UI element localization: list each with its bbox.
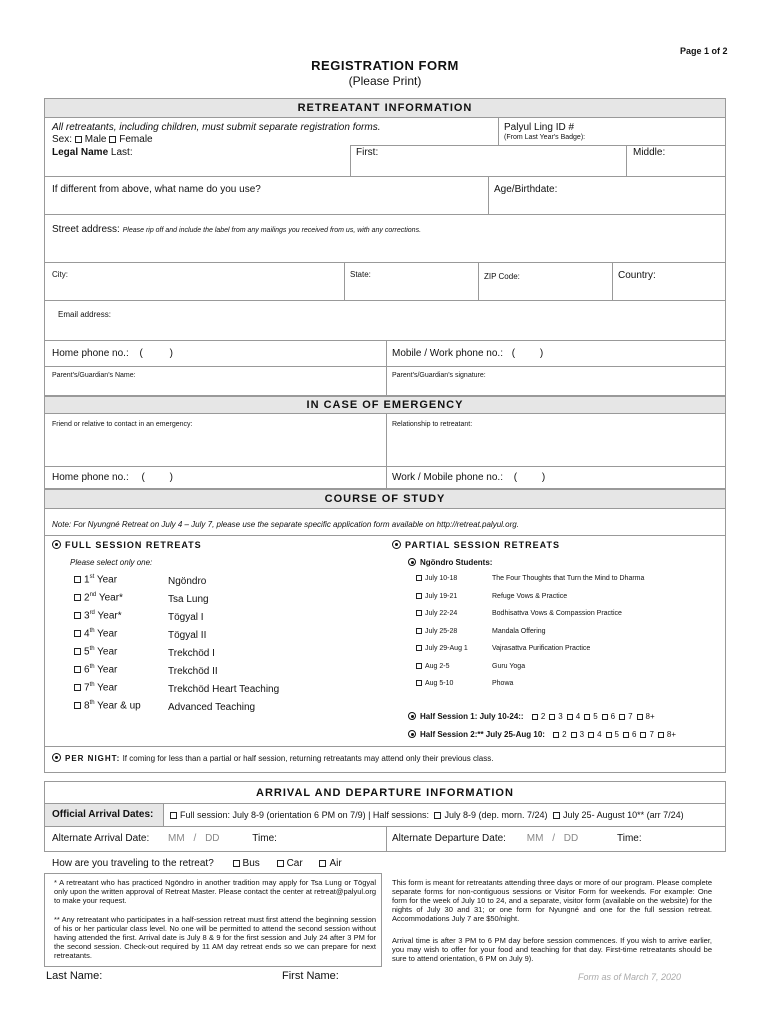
footer-last-name-label: Last Name: [46, 970, 103, 982]
male-checkbox[interactable] [75, 136, 82, 143]
year-label: Year [94, 682, 118, 694]
partial-session-date: July 10-18 [425, 575, 458, 582]
half-night-checkbox[interactable] [658, 732, 664, 738]
year-suffix: nd [89, 592, 97, 598]
half-night-option [637, 712, 655, 721]
alternate-arrival-label: Alternate Arrival Date: [52, 833, 150, 844]
half-night-option [619, 712, 632, 721]
per-night-row [52, 753, 493, 763]
first-name-label: First: [356, 147, 379, 158]
partial-session-date: July 22-24 [425, 610, 458, 617]
partial-session-checkbox[interactable] [416, 645, 422, 651]
year-option [74, 646, 117, 657]
partial-session-date: July 25-28 [425, 627, 458, 635]
partial-session-name: The Four Thoughts that Turn the Mind to Dharma [492, 575, 645, 582]
zip-code-label: ZIP Code: [484, 272, 520, 281]
partial-session-name: Guru Yoga [492, 662, 526, 670]
emergency-home-phone-label: Home phone no.: [52, 472, 129, 483]
departure-time-label: Time: [616, 833, 642, 844]
street-address-field [52, 224, 421, 235]
year-suffix: th [89, 700, 95, 706]
half-night-count: 6 [610, 712, 616, 721]
half-night-option [640, 730, 653, 739]
year-label: Year & up [94, 700, 141, 712]
alternate-departure-field: Alternate Departure Date: MM / DD Time: [392, 833, 642, 844]
year-suffix: th [89, 664, 95, 670]
half-night-count: 4 [575, 712, 581, 721]
arrival-time-note: Arrival time is after 3 PM to 6 PM day before session commences. If you wish to arrive earlier, you may wish to offer for your food and teaching for that day. First-time retreatants should be sure to attend orientation, 6 PM on July 9). [392, 936, 712, 963]
air-checkbox[interactable] [319, 860, 326, 867]
course-name: Tsa Lung [168, 594, 209, 605]
retreatant-section-title: RETREATANT INFORMATION [297, 102, 473, 114]
emergency-mobile-phone-label: Work / Mobile phone no.: [392, 472, 503, 483]
half-night-count: 5 [593, 712, 598, 721]
partial-session-name: Vajrasattva Purification Practice [492, 645, 591, 652]
half-night-option [549, 712, 562, 721]
year-label: Year* [96, 592, 123, 604]
half-night-count: 2 [562, 730, 567, 739]
per-night-text: If coming for less than a partial or half session, returning retreatants may attend only their previous class. [122, 754, 494, 763]
middle-name-label: Middle: [633, 147, 666, 158]
guardian-name-label: Parent's/Guardian's Name: [52, 372, 136, 379]
year-number: 5 [84, 646, 90, 658]
partial-session-radio[interactable] [392, 540, 401, 549]
arrival-time-label: Time: [252, 833, 277, 844]
per-night-radio[interactable] [52, 753, 61, 762]
last-name-label: Last: [110, 147, 133, 158]
per-night-label: PER NIGHT: [65, 754, 121, 763]
year-number: 3 [84, 610, 90, 622]
partial-session-name: Bodhisattva Vows & Compassion Practice [492, 610, 622, 617]
full-session-radio[interactable] [52, 540, 61, 549]
legal-name-label: Legal Name [52, 147, 109, 158]
emergency-home-phone-field: Home phone no.: ( ) [52, 472, 173, 483]
separate-forms-note: All retreatants, including children, must submit separate registration forms. [52, 122, 381, 133]
year-checkbox[interactable] [74, 648, 81, 655]
year-suffix: rd [89, 610, 95, 616]
half-night-count: 5 [614, 730, 619, 739]
emergency-contact-label: Friend or relative to contact in an emergency: [52, 421, 193, 428]
page-number: Page 1 of 2 [680, 46, 728, 56]
half-session-1-arrival-checkbox[interactable] [434, 812, 441, 819]
bus-checkbox[interactable] [233, 860, 240, 867]
half-night-option [606, 730, 619, 739]
course-name: Trekchöd I [168, 648, 215, 659]
year-checkbox[interactable] [74, 612, 81, 619]
course-section-title: COURSE OF STUDY [324, 493, 446, 505]
year-checkbox[interactable] [74, 684, 81, 691]
half-session-1-label: Half Session 1: July 10-24:: [420, 712, 524, 721]
partial-session-name: Mandala Offering [492, 627, 546, 635]
half-night-checkbox[interactable] [619, 714, 625, 720]
half-night-count: 2 [540, 712, 546, 721]
half-night-count: 3 [579, 730, 585, 739]
partial-session-date: Aug 5-10 [425, 680, 454, 687]
half-night-checkbox[interactable] [532, 714, 538, 720]
ngondro-students-header [408, 558, 492, 567]
half-night-count: 7 [649, 730, 654, 739]
half-night-checkbox[interactable] [549, 714, 555, 720]
partial-session-checkbox[interactable] [416, 610, 422, 616]
half-night-option [623, 730, 636, 739]
year-number: 1 [84, 574, 90, 586]
partial-session-option [416, 628, 457, 635]
home-phone-label: Home phone no.: [52, 348, 129, 359]
half-night-option [553, 730, 566, 739]
year-option [74, 574, 117, 585]
half-night-option [571, 730, 584, 739]
partial-session-date: Aug 2-5 [425, 662, 450, 670]
year-option [74, 610, 122, 621]
street-address-note: Please rip off and include the label from any mailings you received from us, with any corrections. [122, 227, 422, 234]
year-number: 4 [84, 628, 90, 640]
half-night-count: 4 [597, 730, 602, 739]
car-checkbox[interactable] [277, 860, 284, 867]
half-session-2-row [408, 730, 680, 739]
partial-session-option [416, 680, 453, 687]
preferred-name-label: If different from above, what name do you use? [52, 184, 261, 195]
half-night-count: 3 [558, 712, 563, 721]
year-option [74, 700, 141, 711]
female-checkbox[interactable] [109, 136, 116, 143]
emergency-mobile-phone-field: Work / Mobile phone no.: ( ) [392, 472, 546, 483]
female-label: Female [119, 134, 153, 145]
ngondro-students-radio[interactable] [408, 558, 416, 566]
street-address-label: Street address: [52, 224, 120, 235]
bus-label: Bus [242, 858, 260, 869]
year-label: Year* [94, 610, 122, 622]
retreatant-section-band [44, 98, 726, 118]
half-night-checkbox[interactable] [571, 732, 577, 738]
year-label: Year [94, 664, 118, 676]
partial-session-checkbox[interactable] [416, 593, 422, 599]
home-phone-field: Home phone no.: ( ) [52, 348, 173, 359]
course-name: Advanced Teaching [168, 702, 256, 713]
city-label: City: [52, 270, 68, 279]
half-night-checkbox[interactable] [637, 714, 643, 720]
half-night-option [588, 730, 601, 739]
arrival-month-field[interactable]: MM [168, 833, 185, 844]
half-session-2-label: Half Session 2:** July 25-Aug 10: [420, 730, 545, 739]
course-name: Trekchöd Heart Teaching [168, 684, 280, 695]
half-night-checkbox[interactable] [640, 732, 646, 738]
year-option [74, 628, 117, 639]
partial-session-checkbox[interactable] [416, 663, 422, 669]
year-checkbox[interactable] [74, 630, 81, 637]
year-label: Year [94, 628, 118, 640]
year-suffix: th [89, 628, 95, 634]
emergency-section-band [44, 396, 726, 414]
year-option [74, 664, 117, 675]
partial-session-checkbox[interactable] [416, 680, 422, 686]
half-night-option [584, 712, 597, 721]
partial-session-label: PARTIAL SESSION RETREATS [405, 540, 561, 550]
partial-session-checkbox[interactable] [416, 628, 422, 634]
departure-month-field[interactable]: MM [526, 833, 544, 844]
partial-session-option [416, 575, 457, 582]
partial-session-header [392, 540, 560, 550]
partial-session-checkbox[interactable] [416, 575, 422, 581]
departure-day-field[interactable]: DD [563, 833, 579, 844]
form-subtitle: (Please Print) [348, 74, 422, 88]
year-checkbox[interactable] [74, 576, 81, 583]
half-session-1-radio[interactable] [408, 712, 416, 720]
form-usage-note: This form is meant for retreatants attending three days or more of our program. Please complete separate forms for non-contiguous sessions or Visitor Form for weekends. For example: One form for the week of July 10 to 24, and a separate, visitor form (available on the website) for the nights of July 30 and 31; or one form for Nyungné and one for the full session retreat. Accommodations July 7 are $50/night. [392, 878, 712, 923]
sex-label: Sex: [52, 134, 73, 145]
nyungne-note: Note: For Nyungné Retreat on July 4 – July 7, please use the separate specific application form available on http://retreat.palyul.org. [52, 520, 519, 529]
arrival-day-field[interactable]: DD [205, 833, 220, 844]
partial-session-option [416, 663, 450, 670]
ngondro-students-label: Ngöndro Students: [420, 558, 493, 567]
half-session-2-radio[interactable] [408, 730, 416, 738]
form-title: REGISTRATION FORM [311, 58, 459, 73]
half-night-checkbox[interactable] [606, 732, 612, 738]
half-night-count: 7 [628, 712, 633, 721]
full-session-arrival-checkbox[interactable] [170, 812, 177, 819]
alternate-departure-label: Alternate Departure Date: [392, 833, 506, 844]
travel-mode-field [52, 858, 342, 869]
email-label: Email address: [58, 310, 111, 319]
footer-first-name-label: First Name: [282, 970, 339, 982]
partial-session-option [416, 593, 457, 600]
official-arrival-label: Official Arrival Dates: [52, 809, 154, 820]
year-number: 7 [84, 682, 90, 694]
select-one-note: Please select only one: [70, 558, 153, 567]
year-checkbox[interactable] [74, 666, 81, 673]
year-checkbox[interactable] [74, 702, 81, 709]
year-option [74, 592, 123, 603]
half-night-count: 8+ [666, 730, 677, 739]
mobile-phone-label: Mobile / Work phone no.: [392, 348, 503, 359]
male-label: Male [84, 134, 107, 145]
half-night-checkbox[interactable] [623, 732, 629, 738]
half-night-option [602, 712, 615, 721]
arrival-section-title: ARRIVAL AND DEPARTURE INFORMATION [256, 787, 514, 799]
course-name: Tögyal II [168, 630, 207, 641]
state-label: State: [350, 270, 371, 279]
emergency-section-title: IN CASE OF EMERGENCY [306, 399, 464, 411]
alternate-arrival-field: Alternate Arrival Date: MM / DD Time: [52, 833, 277, 844]
half-night-count: 8+ [645, 712, 655, 721]
half-night-option [567, 712, 580, 721]
year-checkbox[interactable] [74, 594, 81, 601]
half-session-note: ** Any retreatant who participates in a half-session retreat must first attend the beginning session of his or her particular class level. No one will be permitted to attend the second session without having attended the first. Arrival date is July 8 & 9 for the first session and July 24 after 3 PM for the second session. Check-out required by 11 AM day retreat ends so we can prepare for next retreatants. [54, 915, 376, 960]
form-date: Form as of March 7, 2020 [578, 972, 682, 982]
partial-session-name: Refuge Vows & Practice [492, 592, 568, 600]
legal-name-field [52, 147, 133, 158]
course-name: Tögyal I [168, 612, 204, 623]
arrival-section-band [44, 781, 726, 804]
half-session-2-arrival-checkbox[interactable] [553, 812, 560, 819]
guardian-signature-label: Parent's/Guardian's signature: [392, 372, 486, 379]
year-number: 6 [84, 664, 90, 676]
ngondro-tradition-note: * A retreatant who has practiced Ngöndro in another tradition may apply for Tsa Lung or Tögyal only upon the written approval of Retreat Master. Please contact the center at retreat@palyul.org to make your request. [54, 878, 376, 905]
half-night-checkbox[interactable] [584, 714, 590, 720]
half-night-option [658, 730, 676, 739]
year-label: Year [94, 646, 118, 658]
partial-session-date: July 19-21 [425, 592, 458, 600]
half-night-checkbox[interactable] [567, 714, 573, 720]
half-night-count: 6 [631, 730, 637, 739]
course-section-band [44, 489, 726, 509]
half-night-checkbox[interactable] [553, 732, 559, 738]
year-label: Year [94, 574, 118, 586]
half-session-1-row [408, 712, 659, 721]
palyul-id-note: (From Last Year's Badge): [504, 134, 586, 141]
air-label: Air [329, 858, 342, 869]
half-night-checkbox[interactable] [588, 732, 594, 738]
travel-mode-label: How are you traveling to the retreat? [52, 858, 214, 869]
relationship-label: Relationship to retreatant: [392, 421, 473, 428]
sex-field [52, 134, 153, 145]
partial-session-option [416, 645, 468, 652]
year-number: 8 [84, 700, 90, 712]
palyul-id-label: Palyul Ling ID # [504, 122, 575, 133]
full-session-header [52, 540, 202, 550]
partial-session-name: Phowa [492, 680, 514, 687]
year-suffix: th [89, 682, 95, 688]
partial-session-option [416, 610, 457, 617]
course-name: Ngöndro [168, 576, 207, 587]
full-session-label: FULL SESSION RETREATS [65, 540, 202, 550]
year-option [74, 682, 117, 693]
half-night-checkbox[interactable] [602, 714, 608, 720]
mobile-phone-field: Mobile / Work phone no.: ( ) [392, 348, 544, 359]
course-name: Trekchöd II [168, 666, 218, 677]
official-arrival-options: Full session: July 8-9 (orientation 6 PM on 7/9) | Half sessions: July 8-9 (dep. morn. 7/24) July 25- August 10** (arr 7/24) [170, 810, 684, 820]
partial-session-date: July 29-Aug 1 [425, 645, 468, 652]
year-suffix: th [89, 646, 95, 652]
half-night-option [532, 712, 545, 721]
car-label: Car [286, 858, 303, 869]
year-suffix: st [89, 574, 95, 580]
year-number: 2 [84, 592, 90, 604]
country-label: Country: [618, 270, 656, 281]
age-birthdate-label: Age/Birthdate: [494, 184, 558, 195]
